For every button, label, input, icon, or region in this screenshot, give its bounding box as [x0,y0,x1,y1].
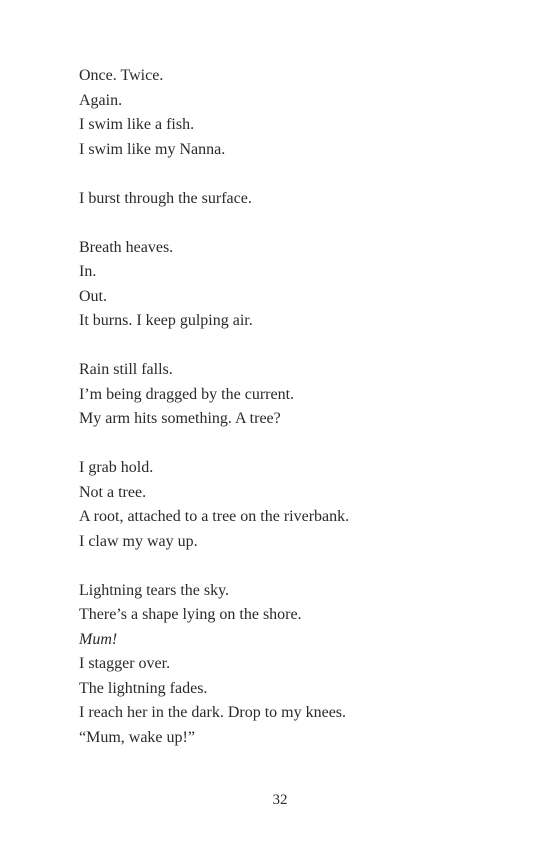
text-line: A root, attached to a tree on the riverbank. [79,508,350,525]
text-line: In. [79,263,97,280]
text-line: Out. [79,287,107,305]
text-line: Lightning tears the sky. [79,581,230,599]
text-line: I swim like a fish. [79,116,195,133]
text-line: The lightning fades. [79,679,208,697]
stanza [79,358,519,432]
text-line: Rain still falls. [79,361,173,378]
text-line: I swim like my Nanna. [79,140,226,158]
text-line: “Mum, wake up!” [79,728,195,746]
text-line: Breath heaves. [79,238,174,256]
text-line: I burst through the surface. [79,189,252,207]
text-line: I claw my way up. [79,532,198,550]
text-line: There’s a shape lying on the shore. [79,606,302,623]
text-line: Again. [79,91,123,109]
stanza [79,456,519,554]
text-line: Not a tree. [79,483,147,501]
text-line: I reach her in the dark. Drop to my knees. [79,704,347,721]
page-body-text [79,64,519,775]
text-line: My arm hits something. A tree? [79,410,281,427]
text-line: I’m being dragged by the current. [79,385,295,403]
text-line: I stagger over. [79,655,171,672]
text-line: Once. Twice. [79,67,164,84]
text-line: I grab hold. [79,459,154,476]
stanza [79,64,519,162]
stanza [79,236,519,334]
stanza [79,579,519,751]
text-line: It burns. I keep gulping air. [79,312,253,329]
page-number: 32 [272,792,288,808]
text-line: Mum! [79,630,118,648]
stanza [79,187,519,212]
